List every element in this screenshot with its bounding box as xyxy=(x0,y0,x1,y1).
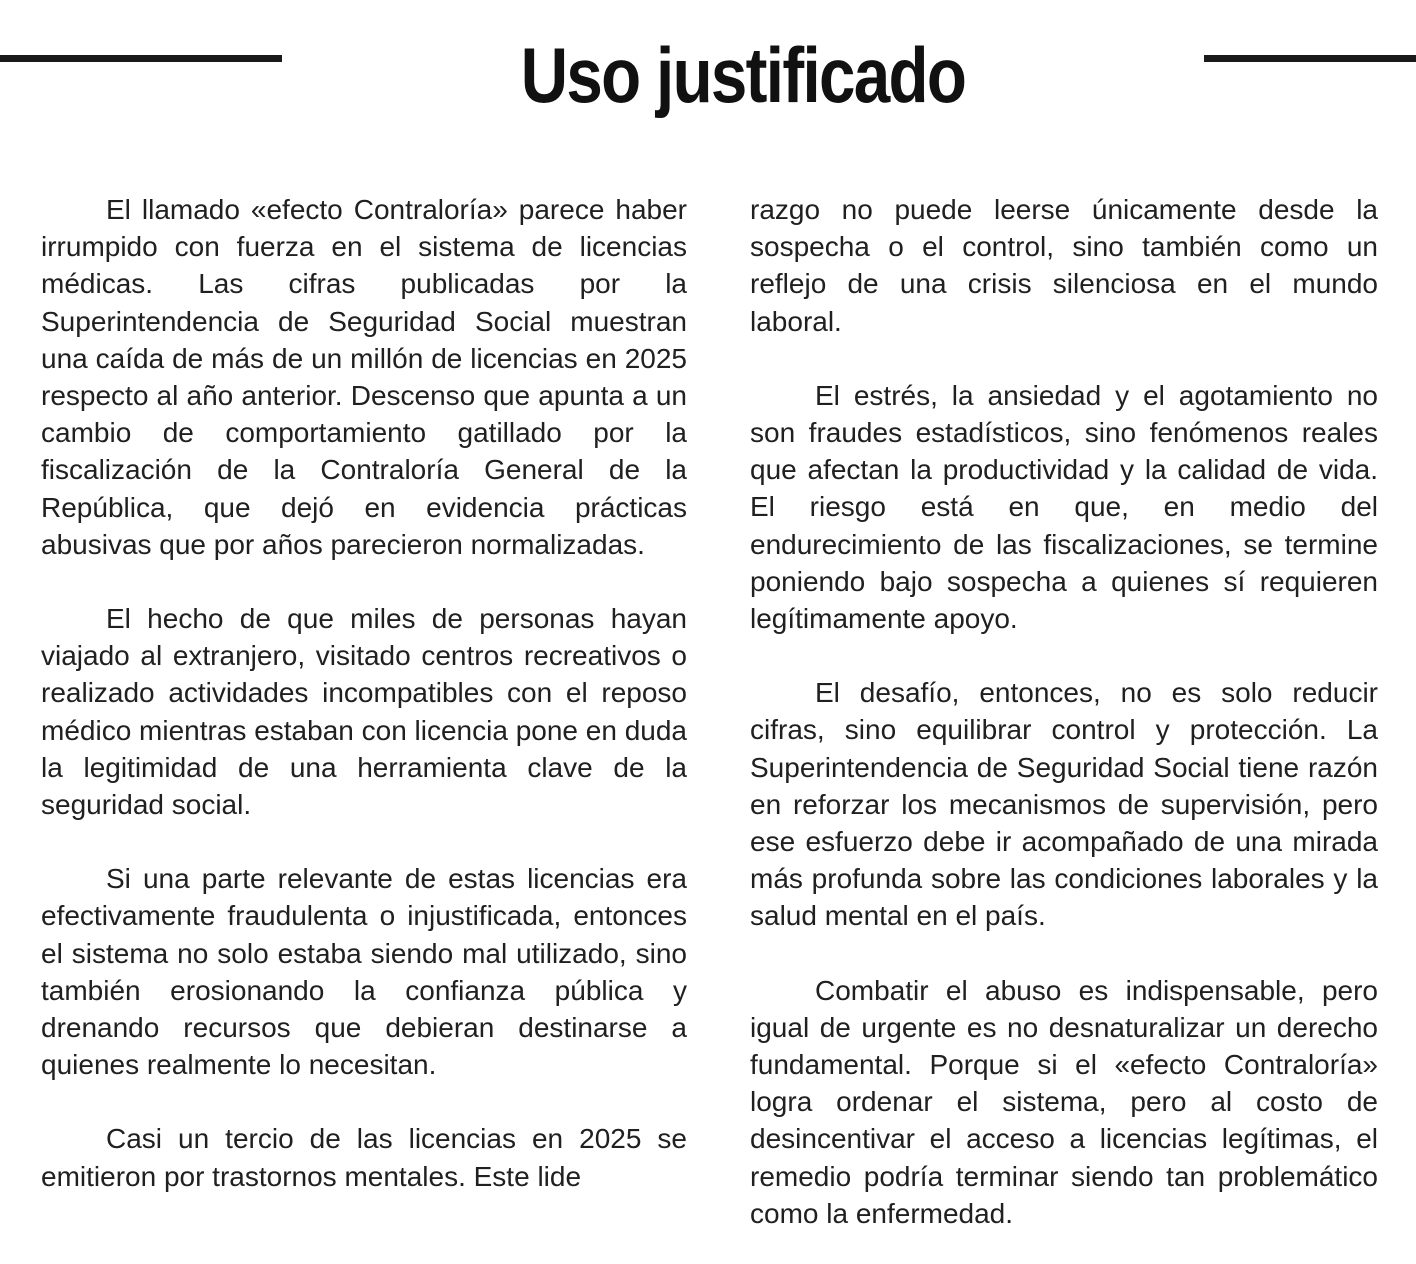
paragraph-5: El estrés, la ansiedad y el agotamiento no son fraudes estadísticos, sino fenómenos reales que afectan la productividad y la calidad de vida. El riesgo está en que, en medio del endurecimiento de las fiscalizaciones, se termine poniendo bajo sospecha a quienes sí requieren legítimamente apoyo. xyxy=(750,379,1378,635)
article-header xyxy=(0,0,1416,130)
paragraph-6: El desafío, entonces, no es solo reducir cifras, sino equilibrar control y protección. La Superintendencia de Seguridad Social tiene razón en reforzar los mecanismos de supervisión, pero ese esfuerzo debe ir acompañado de una mirada más profunda sobre las condiciones laborales y la salud mental en el país. xyxy=(750,677,1378,932)
header-rule-right xyxy=(1204,55,1416,62)
paragraph-2: El hecho de que miles de personas hayan viajado al extranjero, visitado centros recreativos o realizado actividades incompatibles con el reposo médico mientras estaban con licencia pone en duda la legitimidad de una herramienta clave de la seguridad social. xyxy=(41,603,687,821)
article-title: Uso justificado xyxy=(520,31,966,119)
paragraph-3: Si una parte relevante de estas licencias era efectivamente fraudulenta o injustificada, entonces el sistema no solo estaba siendo mal utilizado, sino también erosionando la confianza pública y drenando recursos que debieran destinarse a quienes realmente lo necesitan. xyxy=(41,863,687,1081)
paragraph-7: Combatir el abuso es indispensable, pero igual de urgente es no desnaturalizar un derecho fundamental. Porque si el «efecto Contraloría» logra ordenar el sistema, pero al costo de desincentivar el acceso a licencias legítimas, el remedio podría terminar siendo tan problemático como la enfermedad. xyxy=(750,974,1378,1229)
paragraph-4: Casi un tercio de las licencias en 2025 se emitieron por trastornos mentales. Este lide xyxy=(41,1123,687,1192)
paragraph-4-continuation: razgo no puede leerse únicamente desde la sospecha o el control, sino también como un reflejo de una crisis silenciosa en el mundo laboral. xyxy=(750,194,1378,337)
left-column xyxy=(41,191,687,1195)
right-column xyxy=(750,191,1378,1232)
paragraph-1: El llamado «efecto Contraloría» parece haber irrumpido con fuerza en el sistema de licencias médicas. Las cifras publicadas por la Superintendencia de Seguridad Social muestran una caída de más de un millón de licencias en 2025 respecto al año anterior. Descenso que apunta a un cambio de comportamiento gatillado por la fiscalización de la Contraloría General de la República, que dejó en evidencia prácticas abusivas que por años parecieron normalizadas. xyxy=(41,194,687,560)
